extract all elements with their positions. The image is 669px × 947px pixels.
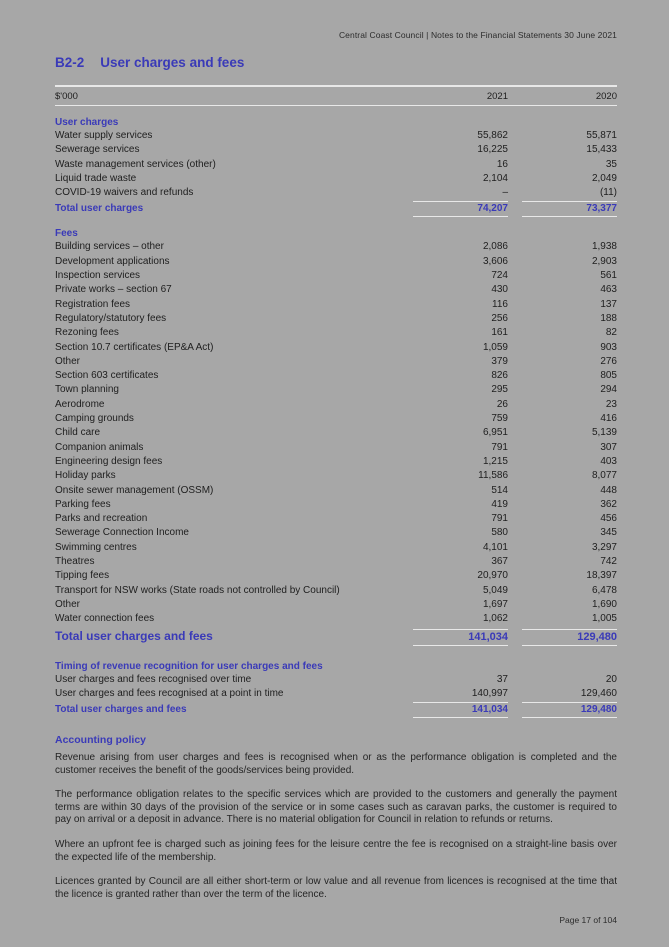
table-row: [55, 383, 617, 397]
value-2020: 2,903: [591, 255, 617, 267]
value-2021: 4,101: [482, 541, 508, 553]
value-2020: 294: [600, 384, 617, 396]
table-row: [55, 129, 617, 143]
value-2020: 55,871: [586, 130, 617, 141]
row-label: Onsite sewer management (OSSM): [55, 484, 214, 496]
value-2021: 430: [491, 284, 508, 296]
row-label: Section 603 certificates: [55, 370, 159, 382]
total-2020-value: 129,480: [522, 702, 617, 718]
table-row: [55, 673, 617, 687]
value-2021: 580: [491, 527, 508, 539]
timing-total-row: [55, 702, 617, 718]
value-2021: 16,225: [477, 144, 508, 156]
row-label: Sewerage Connection Income: [55, 527, 189, 539]
value-2020: 3,297: [591, 541, 617, 553]
table-row: [55, 341, 617, 355]
year-2021-column-header: 2021: [486, 91, 508, 102]
table-row: [55, 541, 617, 555]
row-label: Water supply services: [55, 130, 153, 141]
table-row: [55, 512, 617, 526]
value-2020: 35: [605, 158, 617, 170]
timing-rows: [55, 673, 617, 702]
note-title-text: User charges and fees: [100, 55, 245, 70]
table-row: [55, 283, 617, 297]
value-2020: 18,397: [586, 570, 617, 582]
total-label: Total user charges and fees: [55, 704, 187, 716]
value-2021: 2,086: [482, 241, 508, 253]
value-2020: 742: [600, 556, 617, 568]
table-row: [55, 143, 617, 157]
table-row: [55, 369, 617, 383]
table-row: [55, 355, 617, 369]
total-user-charges-row: [55, 201, 617, 217]
table-row: [55, 172, 617, 186]
value-2020: 2,049: [591, 172, 617, 184]
row-label: Swimming centres: [55, 541, 137, 553]
value-2020: 276: [600, 355, 617, 367]
row-label: Engineering design fees: [55, 455, 163, 467]
value-2021: 791: [491, 441, 508, 453]
accounting-policy-section: [55, 734, 617, 901]
value-2021: 724: [491, 270, 508, 282]
value-2020: 345: [600, 527, 617, 539]
value-2020: 903: [600, 341, 617, 353]
row-label: Companion animals: [55, 441, 144, 453]
table-row: [55, 484, 617, 498]
value-2021: 759: [491, 413, 508, 425]
table-row: [55, 469, 617, 483]
table-row: [55, 312, 617, 326]
value-2020: 82: [605, 327, 617, 339]
total-2021-value: 74,207: [413, 201, 508, 217]
value-2021: 2,104: [482, 172, 508, 184]
table-row: [55, 555, 617, 569]
row-label: Section 10.7 certificates (EP&A Act): [55, 341, 214, 353]
value-2021: 295: [491, 384, 508, 396]
row-label: Holiday parks: [55, 470, 116, 482]
row-label: COVID-19 waivers and refunds: [55, 187, 194, 199]
value-2020: 1,690: [591, 598, 617, 610]
value-2020: 1,938: [591, 241, 617, 253]
value-2021: 5,049: [482, 584, 508, 596]
value-2020: 362: [600, 498, 617, 510]
row-label: Other: [55, 598, 81, 610]
row-label: Liquid trade waste: [55, 172, 137, 184]
row-label: Transport for NSW works (State roads not controlled by Council): [55, 584, 340, 596]
value-2021: 419: [491, 498, 508, 510]
value-2021: 37: [496, 673, 508, 685]
row-label: Child care: [55, 427, 101, 439]
value-2020: 448: [600, 484, 617, 496]
row-label: Building services – other: [55, 241, 164, 253]
value-2021: 367: [491, 556, 508, 568]
table-row: [55, 298, 617, 312]
table-row: [55, 441, 617, 455]
value-2020: 129,460: [580, 687, 617, 699]
value-2021: 1,215: [482, 455, 508, 467]
value-2021: –: [502, 187, 508, 199]
table-row: [55, 455, 617, 469]
row-label: Water connection fees: [55, 613, 155, 625]
value-2020: 8,077: [591, 470, 617, 482]
row-label: Parking fees: [55, 498, 111, 510]
value-2021: 140,997: [471, 687, 508, 699]
row-label: Other: [55, 355, 81, 367]
value-2021: 1,697: [482, 598, 508, 610]
value-2020: 307: [600, 441, 617, 453]
page-title: [55, 55, 617, 70]
row-label: Tipping fees: [55, 570, 110, 582]
table-row: [55, 498, 617, 512]
value-2021: 6,951: [482, 427, 508, 439]
row-label: Registration fees: [55, 298, 131, 310]
value-2020: 15,433: [586, 144, 617, 156]
section-heading-fees: Fees: [55, 228, 78, 240]
fees-rows: [55, 240, 617, 626]
table-row: [55, 569, 617, 583]
total-label: Total user charges: [55, 203, 144, 215]
row-label: Theatres: [55, 556, 95, 568]
row-label: User charges and fees recognised over time: [55, 673, 252, 685]
value-2021: 20,970: [477, 570, 508, 582]
row-label: User charges and fees recognised at a point in time: [55, 687, 284, 699]
row-label: Parks and recreation: [55, 513, 148, 525]
row-label: Regulatory/statutory fees: [55, 312, 167, 324]
value-2021: 161: [491, 327, 508, 339]
row-label: Private works – section 67: [55, 284, 172, 296]
value-2020: 23: [605, 398, 617, 410]
row-label: Waste management services (other): [55, 158, 216, 170]
row-label: Town planning: [55, 384, 119, 396]
value-2021: 55,862: [477, 130, 508, 141]
page-number: Page 17 of 104: [559, 915, 617, 925]
document-header: Central Coast Council | Notes to the Financial Statements 30 June 2021: [338, 30, 617, 40]
value-2021: 791: [491, 513, 508, 525]
table-row: [55, 426, 617, 440]
unit-column-header: $'000: [55, 91, 78, 102]
table-row: [55, 255, 617, 269]
row-label: Rezoning fees: [55, 327, 119, 339]
table-header-row: [55, 85, 617, 106]
table-row: [55, 269, 617, 283]
table-row: [55, 612, 617, 626]
value-2020: 463: [600, 284, 617, 296]
value-2021: 256: [491, 312, 508, 324]
row-label: Inspection services: [55, 270, 141, 282]
policy-paragraph: Where an upfront fee is charged such as joining fees for the leisure centre the fee is recognised on a straight-line basis over the expected life of the membership.: [55, 839, 617, 863]
policy-paragraph: Licences granted by Council are all either short-term or low value and all revenue from licences is recognised at the time that the licence is granted rather than over the term of the licence.: [55, 876, 617, 900]
total-label: Total user charges and fees: [55, 628, 213, 643]
policy-paragraph: Revenue arising from user charges and fees is recognised when or as the performance obligation is completed and the customer receives the benefit of the goods/services being provided.: [55, 752, 617, 776]
accounting-policy-heading: Accounting policy: [55, 734, 147, 747]
table-row: [55, 326, 617, 340]
table-row: [55, 598, 617, 612]
table-row: [55, 398, 617, 412]
row-label: Camping grounds: [55, 413, 134, 425]
value-2021: 11,586: [478, 470, 508, 482]
total-2020-value: 73,377: [522, 201, 617, 217]
table-row: [55, 186, 617, 200]
value-2021: 514: [491, 484, 508, 496]
table-row: [55, 158, 617, 172]
value-2020: 561: [600, 270, 617, 282]
year-2020-column-header: 2020: [595, 91, 617, 102]
table-row: [55, 584, 617, 598]
value-2020: 188: [600, 312, 617, 324]
note-code: B2-2: [55, 55, 85, 70]
user-charges-rows: [55, 129, 617, 200]
section-heading-user-charges: User charges: [55, 117, 119, 128]
value-2021: 3,606: [482, 255, 508, 267]
row-label: Development applications: [55, 255, 170, 267]
value-2021: 1,062: [482, 613, 508, 625]
value-2020: 20: [605, 673, 617, 685]
value-2020: 456: [600, 513, 617, 525]
value-2020: 137: [600, 298, 617, 310]
section-heading-timing: Timing of revenue recognition for user charges and fees: [55, 660, 323, 672]
value-2020: 416: [600, 413, 617, 425]
value-2020: (11): [599, 187, 617, 199]
value-2020: 1,005: [591, 613, 617, 625]
table-row: [55, 526, 617, 540]
table-row: [55, 687, 617, 701]
table-row: [55, 412, 617, 426]
value-2020: 805: [600, 370, 617, 382]
value-2021: 116: [492, 298, 508, 310]
value-2021: 826: [491, 370, 508, 382]
value-2020: 5,139: [591, 427, 617, 439]
value-2021: 1,059: [482, 341, 508, 353]
value-2021: 379: [491, 355, 508, 367]
row-label: Aerodrome: [55, 398, 105, 410]
value-2021: 16: [496, 158, 508, 170]
total-2021-value: 141,034: [413, 629, 508, 646]
value-2020: 6,478: [591, 584, 617, 596]
value-2021: 26: [496, 398, 508, 410]
row-label: Sewerage services: [55, 144, 140, 156]
value-2020: 403: [600, 455, 617, 467]
total-2020-value: 129,480: [522, 629, 617, 646]
table-row: [55, 240, 617, 254]
policy-paragraph: The performance obligation relates to the specific services which are provided to the customers and generally the payment terms are within 30 days of the provision of the service or in some cases such as caravan parks, the customer is required to pay on arrival or a deposit in advance. There is no material obligation for Council in relation to refunds or returns.: [55, 789, 617, 826]
total-user-charges-and-fees-row: [55, 628, 617, 646]
total-2021-value: 141,034: [413, 702, 508, 718]
